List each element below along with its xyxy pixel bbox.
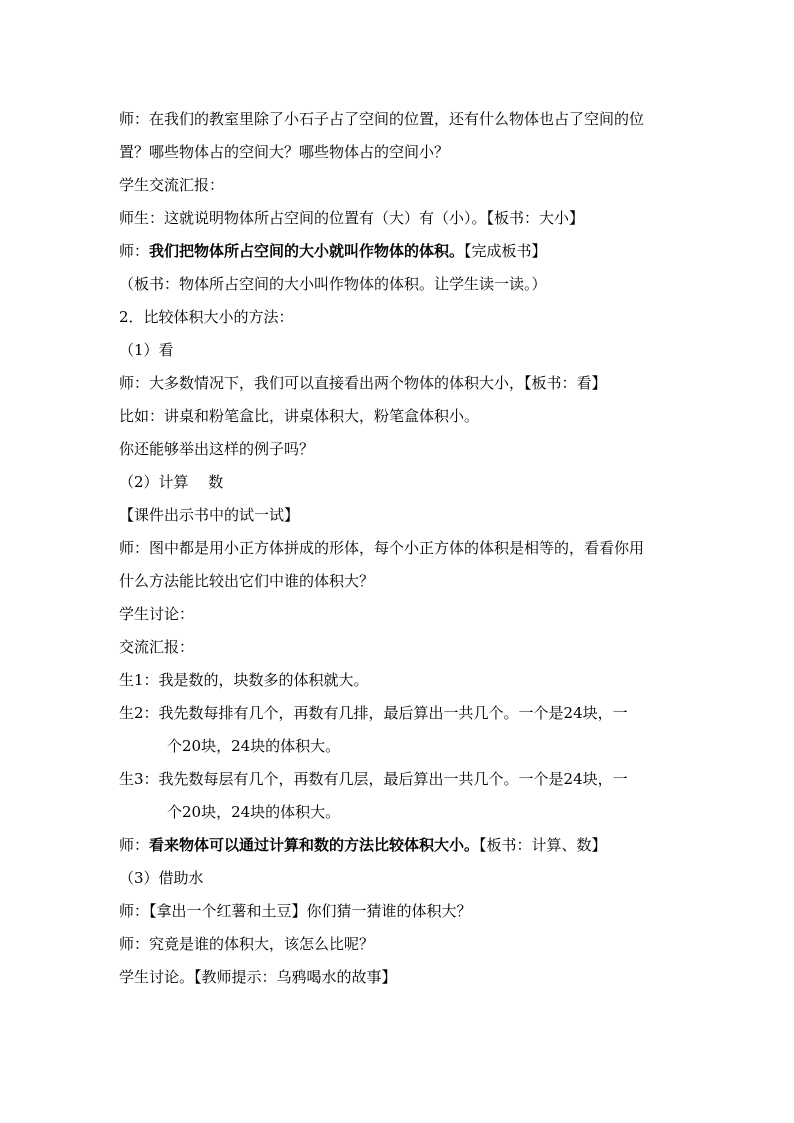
paragraph-line: 师生：这就说明物体所占空间的位置有（大）有（小）。【板书：大小】 [119, 209, 585, 227]
paragraph-line: 【课件出示书中的试一试】 [119, 506, 300, 524]
paragraph-line: 比如：讲桌和粉笔盒比，讲桌体积大，粉笔盒体积小。 [119, 407, 480, 425]
board-note: 【板书：计算、数】 [479, 836, 607, 854]
paragraph-line: 师：图中都是用小正方体拼成的形体，每个小正方体的体积是相等的，看看你用 [119, 539, 645, 557]
paragraph-line-continued: 个20块，24块的体积大。 [167, 737, 341, 755]
paragraph-line: （板书：物体所占空间的大小叫作物体的体积。让学生读一读。） [119, 275, 547, 293]
paragraph-line: 置？哪些物体占的空间大？哪些物体占的空间小？ [119, 143, 450, 161]
board-note: 【完成板书】 [464, 242, 547, 260]
paragraph-line: 你还能够举出这样的例子吗？ [119, 440, 315, 458]
section-heading: 2．比较体积大小的方法： [119, 308, 294, 326]
paragraph-line: 生2：我先数每排有几个，再数有几排，最后算出一共几个。一个是24块，一 [119, 704, 628, 722]
bold-conclusion: 看来物体可以通过计算和数的方法比较体积大小。 [149, 836, 480, 854]
paragraph-line: 什么方法能比较出它们中谁的体积大？ [119, 572, 375, 590]
paragraph-line: 生1：我是数的，块数多的体积就大。 [119, 671, 369, 689]
paragraph-line [119, 235, 685, 268]
subsection-heading: （1）看 [119, 341, 174, 359]
paragraph-line: 师：在我们的教室里除了小石子占了空间的位置，还有什么物体也占了空间的位 [119, 110, 645, 128]
paragraph-line: 交流汇报： [119, 638, 195, 656]
paragraph-line: 师：大多数情况下，我们可以直接看出两个物体的体积大小，【板书：看】 [119, 374, 607, 392]
paragraph-line: 师：【拿出一个红薯和土豆】你们猜一猜谁的体积大？ [119, 902, 472, 920]
paragraph-line: 学生讨论： [119, 605, 195, 623]
paragraph-line: 学生讨论。【教师提示：乌鸦喝水的故事】 [119, 968, 397, 986]
paragraph-line: 学生交流汇报： [119, 176, 225, 194]
subsection-heading: （2）计算 数 [119, 473, 224, 491]
document-body [119, 103, 685, 994]
subsection-heading: （3）借助水 [119, 869, 204, 887]
paragraph-line: 师：究竟是谁的体积大，该怎么比呢？ [119, 935, 375, 953]
speaker-label: 师： [119, 242, 150, 260]
paragraph-line-continued: 个20块，24块的体积大。 [167, 803, 341, 821]
bold-definition: 我们把物体所占空间的大小就叫作物体的体积。 [149, 242, 465, 260]
speaker-label: 师： [119, 836, 150, 854]
paragraph-line [119, 829, 685, 862]
paragraph-line: 生3：我先数每层有几个，再数有几层，最后算出一共几个。一个是24块，一 [119, 770, 628, 788]
